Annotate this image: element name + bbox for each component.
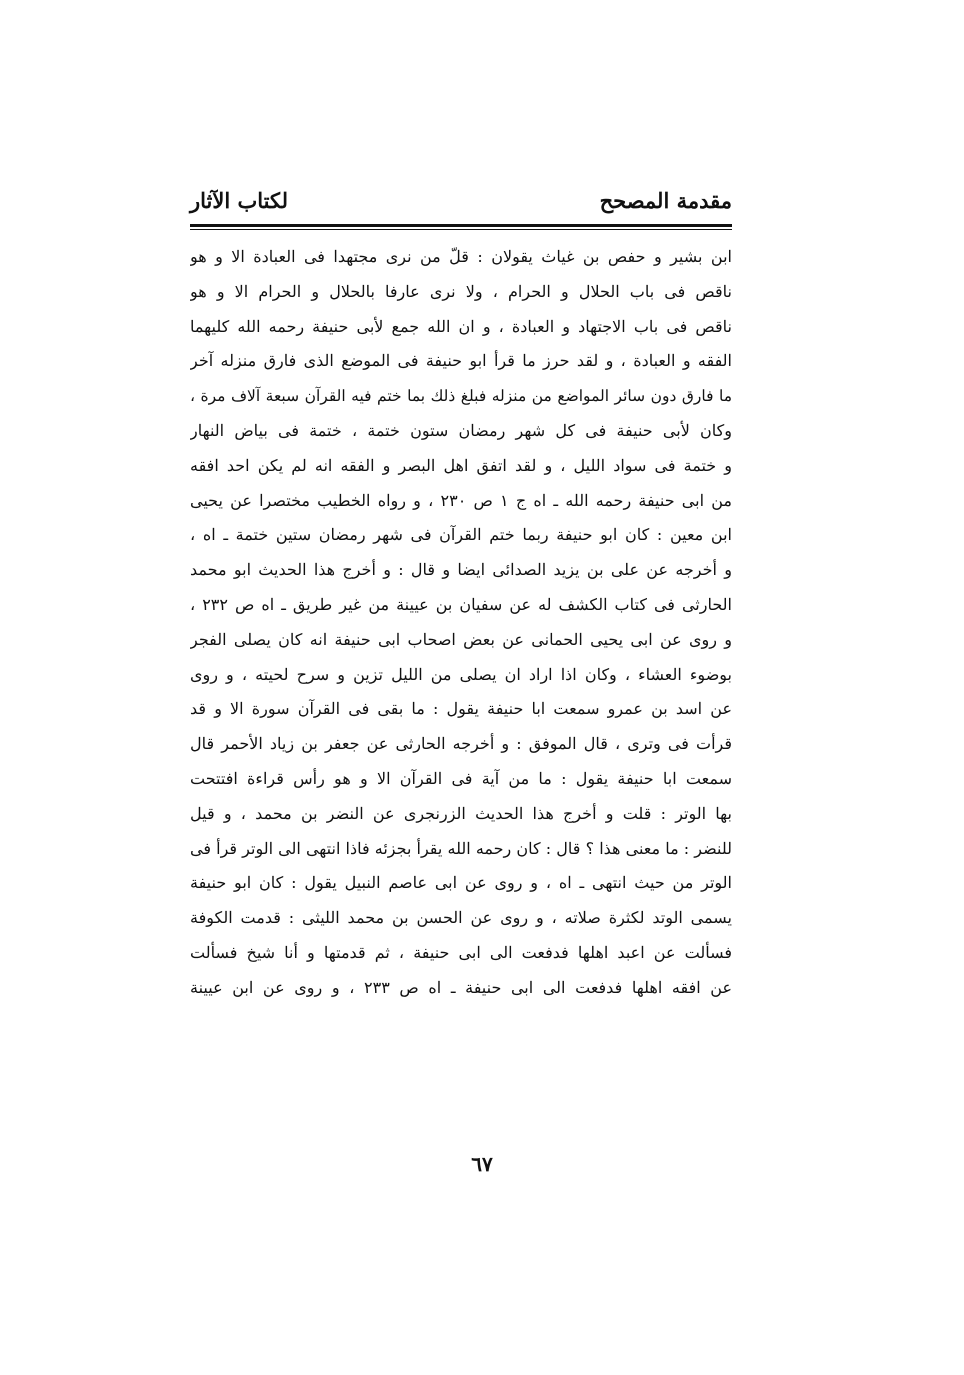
text-line: عن افقه اهلها فدفعت الى ابى حنيفة ـ اه ص ٢٣٣ ، و روى عن ابن عيينة <box>190 977 732 997</box>
text-line: الوتر من حيث انتهى ـ اه ، و روى عن ابى عاصم النبيل يقول : كان ابو حنيفة <box>190 873 732 893</box>
text-line: و أخرجه عن على بن يزيد الصدائى ايضا و قال : و أخرج هذا الحديث ابو محمد <box>190 560 732 580</box>
text-line: ناقص فى باب الاجتهاد و العبادة ، و ان الله جمع لأبى حنيفة رحمه الله كليهما <box>190 316 732 336</box>
text-line: فسألت عن اعبد اهلها فدفعت الى ابى حنيفة ، ثم قدمتها و أنا شيخ فسألت <box>190 942 732 962</box>
text-line: سمعت ابا حنيفة يقول : ما من آية فى القرآن الا و هو رأس قراءة افتتحت <box>190 768 732 788</box>
text-line: ابن بشير و حفص بن غياث يقولان : قلّ من نرى مجتهدا فى العبادة الا و هو <box>190 247 732 266</box>
body-text <box>190 240 732 1006</box>
text-line: قرأت فى وترى ، قال الموفق : و أخرجه الحارثى عن جعفر بن زياد الأحمر قال <box>190 734 732 754</box>
text-line: و روى عن ابى يحيى الحمانى عن بعض اصحاب ابى حنيفة انه كان يصلى الفجر <box>190 629 732 649</box>
page-number: ٦٧ <box>471 1152 493 1176</box>
text-line: و ختمة فى سواد الليل ، و لقد اتفق اهل البصر و الفقه انه لم يكن احد افقه <box>190 455 732 475</box>
header-rule-thin <box>190 229 732 230</box>
chapter-title: مقدمة المصحح <box>599 188 732 213</box>
text-line: بها الوتر : قلت و أخرج هذا الحديث الزرنجرى عن النضر بن محمد ، و قيل <box>190 803 732 823</box>
book-title: لكتاب الآثار <box>190 188 289 213</box>
text-line: يسمى الوتد لكثرة صلاته ، و روى عن الحسن بن محمد الليثى : قدمت الكوفة <box>190 908 732 928</box>
text-line: بوضوء العشاء ، وكان اذا اراد ان يصلى من الليل تزين و سرح لحيته ، و روى <box>190 664 732 684</box>
text-line: من ابى حنيفة رحمه الله ـ اه ج ١ ص ٢٣٠ ، و رواه الخطيب مختصرا عن يحيى <box>190 490 732 510</box>
text-line: الحارثى فى كتاب الكشف له عن سفيان بن عيينة من غير طريق ـ اه ص ٢٣٢ ، <box>190 594 732 614</box>
text-line: ابن معين : كان ابو حنيفة ربما ختم القرآن فى شهر رمضان ستين ختمة ـ اه ، <box>190 525 732 545</box>
text-line: للنضر : ما معنى هذا ؟ قال : كان رحمه الله يقرأ بجزئه فاذا انتهى الى الوتر قرأ فى <box>190 838 732 858</box>
page-header <box>190 184 732 224</box>
text-line: عن اسد بن عمرو سمعت ابا حنيفة يقول : ما بقى فى القرآن سورة الا و قد <box>190 699 732 719</box>
text-line: ناقص فى باب الحلال و الحرام ، ولا نرى عارفا بالحلال و الحرام الا و هو <box>190 281 732 301</box>
text-line: ما فارق دون سائر المواضع من منزله فبلغ ذلك بما ختم فيه القرآن سبعة آلاف مرة ، <box>190 387 732 406</box>
header-rule-thick <box>190 224 732 227</box>
text-line: وكان لأبى حنيفة فى كل شهر رمضان ستون ختمة ، ختمة فى بياض النهار <box>190 420 732 440</box>
text-line: الفقه و العبادة ، و لقد حرز ما قرأ ابو حنيفة فى الموضع الذى فارق منزله آخر <box>190 351 732 371</box>
